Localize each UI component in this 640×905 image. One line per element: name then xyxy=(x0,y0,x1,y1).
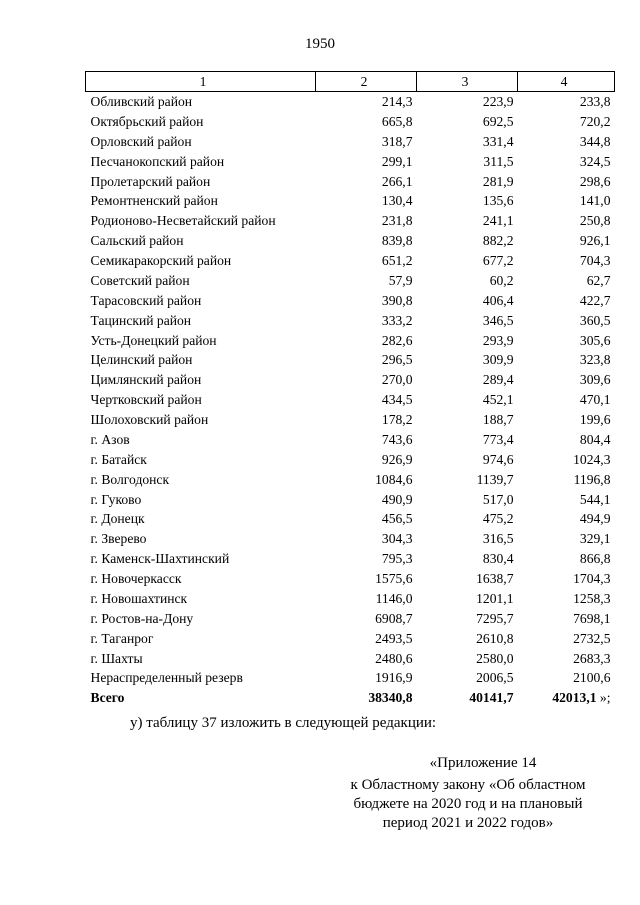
row-name: г. Донецк xyxy=(90,511,145,527)
value-2022: 1196,8 xyxy=(573,471,611,487)
amendment-instruction: у) таблицу 37 изложить в следующей редакции: xyxy=(130,715,437,731)
table-row xyxy=(86,668,615,688)
value-2022: 1024,3 xyxy=(573,451,611,467)
appendix-title: «Приложение 14 xyxy=(429,755,537,771)
value-2020: 795,3 xyxy=(381,551,413,567)
value-2021: 293,9 xyxy=(482,332,514,348)
column-header-1: 1 xyxy=(86,72,316,92)
total-value-2021: 40141,7 xyxy=(469,690,514,706)
value-2021: 677,2 xyxy=(482,253,514,268)
value-2020: 1084,6 xyxy=(375,471,413,487)
row-name: Целинский район xyxy=(90,352,193,368)
value-2020: 282,6 xyxy=(381,332,413,348)
value-2020: 333,2 xyxy=(381,312,413,328)
value-2021: 475,2 xyxy=(482,511,514,527)
column-header-2: 2 xyxy=(316,72,417,92)
page-number: 1950 xyxy=(305,36,335,52)
value-2021: 2610,8 xyxy=(476,630,514,646)
table-row xyxy=(86,629,615,649)
table-row xyxy=(86,311,615,331)
value-2022: 720,2 xyxy=(579,113,611,129)
value-2020: 1575,6 xyxy=(375,571,413,586)
value-2020: 266,1 xyxy=(381,173,413,189)
value-2022: 1704,3 xyxy=(573,571,611,586)
table-row xyxy=(86,569,615,589)
value-2021: 135,6 xyxy=(482,193,514,209)
value-2022: 470,1 xyxy=(579,392,611,408)
value-2021: 311,5 xyxy=(483,153,514,169)
value-2020: 214,3 xyxy=(381,94,413,109)
value-2020: 178,2 xyxy=(381,412,413,427)
row-name: Октябрьский район xyxy=(90,113,204,129)
value-2020: 296,5 xyxy=(381,352,413,368)
column-header-3: 3 xyxy=(417,72,518,92)
table-header-row xyxy=(86,72,615,92)
value-2020: 6908,7 xyxy=(375,610,413,626)
value-2021: 452,1 xyxy=(482,392,514,408)
value-2021: 331,4 xyxy=(482,133,514,149)
table-row xyxy=(86,430,615,450)
table-row xyxy=(86,370,615,390)
value-2021: 974,6 xyxy=(482,451,514,467)
value-2021: 406,4 xyxy=(482,292,514,308)
total-value-2020: 38340,8 xyxy=(368,690,413,706)
value-2021: 223,9 xyxy=(482,94,514,109)
value-2021: 281,9 xyxy=(482,173,514,189)
value-2020: 651,2 xyxy=(381,253,413,268)
value-2020: 304,3 xyxy=(381,531,413,547)
value-2021: 241,1 xyxy=(482,213,514,229)
table-row xyxy=(86,350,615,370)
row-name: г. Батайск xyxy=(90,451,147,467)
row-name: г. Новочеркасск xyxy=(90,571,182,586)
row-name: г. Волгодонск xyxy=(90,471,170,487)
table-row xyxy=(86,490,615,510)
value-2022: 422,7 xyxy=(579,292,611,308)
value-2022: 704,3 xyxy=(579,253,611,268)
table-row xyxy=(86,231,615,251)
value-2022: 250,8 xyxy=(579,213,611,229)
value-2021: 289,4 xyxy=(482,372,514,388)
value-2020: 490,9 xyxy=(381,491,413,507)
row-name: Тарасовский район xyxy=(90,292,202,308)
value-2022: 323,8 xyxy=(579,352,611,368)
table-row xyxy=(86,251,615,271)
table-row xyxy=(86,390,615,410)
value-2020: 270,0 xyxy=(381,372,413,388)
value-2022: 544,1 xyxy=(579,491,611,507)
row-name: г. Гуково xyxy=(90,491,142,507)
value-2022: 804,4 xyxy=(579,431,611,447)
row-name: Усть-Донецкий район xyxy=(90,332,217,348)
table-row xyxy=(86,509,615,529)
row-name: Шолоховский район xyxy=(90,412,209,427)
value-2022: 199,6 xyxy=(579,412,611,427)
table-row xyxy=(86,331,615,351)
table-row xyxy=(86,450,615,470)
value-2020: 926,9 xyxy=(381,451,413,467)
table-row xyxy=(86,271,615,291)
value-2020: 1916,9 xyxy=(375,670,413,686)
total-value-2022-number: 42013,1 xyxy=(552,690,597,706)
appendix-subtitle-line-3: период 2021 и 2022 годов» xyxy=(382,815,554,831)
table-row xyxy=(86,132,615,152)
value-2020: 665,8 xyxy=(381,113,413,129)
row-name: Нераспределенный резерв xyxy=(90,670,243,686)
appendix-subtitle-line-1: к Областному закону «Об областном xyxy=(350,777,586,793)
value-2021: 60,2 xyxy=(489,272,514,288)
row-name: Орловский район xyxy=(90,133,192,149)
table-row xyxy=(86,291,615,311)
row-name: Семикаракорский район xyxy=(90,253,232,268)
total-value-2022 xyxy=(518,688,615,708)
table-row xyxy=(86,211,615,231)
closing-quote: »; xyxy=(596,690,611,706)
value-2022: 309,6 xyxy=(579,372,611,388)
value-2020: 231,8 xyxy=(381,213,413,229)
value-2021: 830,4 xyxy=(482,551,514,567)
row-name: Советский район xyxy=(90,272,190,288)
value-2020: 390,8 xyxy=(381,292,413,308)
appendix-subtitle-line-2: бюджете на 2020 год и на плановый xyxy=(353,796,583,812)
value-2022: 62,7 xyxy=(586,272,611,288)
value-2022: 344,8 xyxy=(579,133,611,149)
value-2020: 2480,6 xyxy=(375,650,413,666)
table-row xyxy=(86,609,615,629)
total-label: Всего xyxy=(90,690,125,706)
value-2021: 188,7 xyxy=(482,412,514,427)
value-2022: 866,8 xyxy=(579,551,611,567)
column-header-4: 4 xyxy=(518,72,615,92)
value-2020: 299,1 xyxy=(381,153,413,169)
value-2021: 692,5 xyxy=(482,113,514,129)
value-2021: 309,9 xyxy=(482,352,514,368)
value-2022: 1258,3 xyxy=(573,590,611,606)
value-2021: 773,4 xyxy=(482,431,514,447)
table-row xyxy=(86,92,615,112)
table-row xyxy=(86,649,615,669)
table-body xyxy=(86,92,615,689)
table-row xyxy=(86,589,615,609)
value-2021: 1139,7 xyxy=(476,471,514,487)
table-row xyxy=(86,549,615,569)
value-2022: 233,8 xyxy=(579,94,611,109)
value-2020: 743,6 xyxy=(381,431,413,447)
value-2022: 329,1 xyxy=(579,531,611,547)
table-row xyxy=(86,112,615,132)
row-name: г. Каменск-Шахтинский xyxy=(90,551,230,567)
value-2021: 7295,7 xyxy=(476,610,514,626)
value-2022: 926,1 xyxy=(579,233,611,249)
value-2021: 1201,1 xyxy=(476,590,514,606)
row-name: Пролетарский район xyxy=(90,173,211,189)
budget-table xyxy=(85,71,615,708)
value-2022: 494,9 xyxy=(579,511,611,527)
row-name: Родионово-Несветайский район xyxy=(90,213,276,229)
row-name: г. Шахты xyxy=(90,650,143,666)
row-name: г. Ростов-на-Дону xyxy=(90,610,194,626)
value-2020: 2493,5 xyxy=(375,630,413,646)
value-2020: 839,8 xyxy=(381,233,413,249)
value-2020: 456,5 xyxy=(381,511,413,527)
row-name: г. Новошахтинск xyxy=(90,590,188,606)
value-2022: 2100,6 xyxy=(573,670,611,686)
value-2020: 130,4 xyxy=(381,193,413,209)
table-row xyxy=(86,410,615,430)
value-2022: 298,6 xyxy=(579,173,611,189)
table-row xyxy=(86,191,615,211)
appendix-heading xyxy=(328,754,608,833)
row-name: Ремонтненский район xyxy=(90,193,218,209)
table-row xyxy=(86,529,615,549)
value-2022: 2732,5 xyxy=(573,630,611,646)
value-2020: 1146,0 xyxy=(375,590,413,606)
value-2022: 141,0 xyxy=(579,193,611,209)
row-name: г. Азов xyxy=(90,431,130,447)
row-name: Чертковский район xyxy=(90,392,202,408)
value-2022: 2683,3 xyxy=(573,650,611,666)
value-2021: 1638,7 xyxy=(476,571,514,586)
table-row xyxy=(86,152,615,172)
value-2022: 360,5 xyxy=(579,312,611,328)
table-row xyxy=(86,470,615,490)
row-name: Песчанокопский район xyxy=(90,153,225,169)
value-2020: 434,5 xyxy=(381,392,413,408)
value-2021: 517,0 xyxy=(482,491,514,507)
row-name: Тацинский район xyxy=(90,312,192,328)
value-2021: 2580,0 xyxy=(476,650,514,666)
value-2022: 7698,1 xyxy=(573,610,611,626)
total-row xyxy=(86,688,615,708)
row-name: Цимлянский район xyxy=(90,372,202,388)
row-name: Сальский район xyxy=(90,233,184,249)
row-name: Обливский район xyxy=(90,94,193,109)
row-name: г. Зверево xyxy=(90,531,147,547)
value-2022: 305,6 xyxy=(579,332,611,348)
value-2021: 2006,5 xyxy=(476,670,514,686)
value-2021: 346,5 xyxy=(482,312,514,328)
value-2022: 324,5 xyxy=(579,153,611,169)
value-2021: 882,2 xyxy=(482,233,514,249)
value-2021: 316,5 xyxy=(482,531,514,547)
value-2020: 318,7 xyxy=(381,133,413,149)
value-2020: 57,9 xyxy=(388,272,413,288)
row-name: г. Таганрог xyxy=(90,630,154,646)
table-row xyxy=(86,172,615,192)
